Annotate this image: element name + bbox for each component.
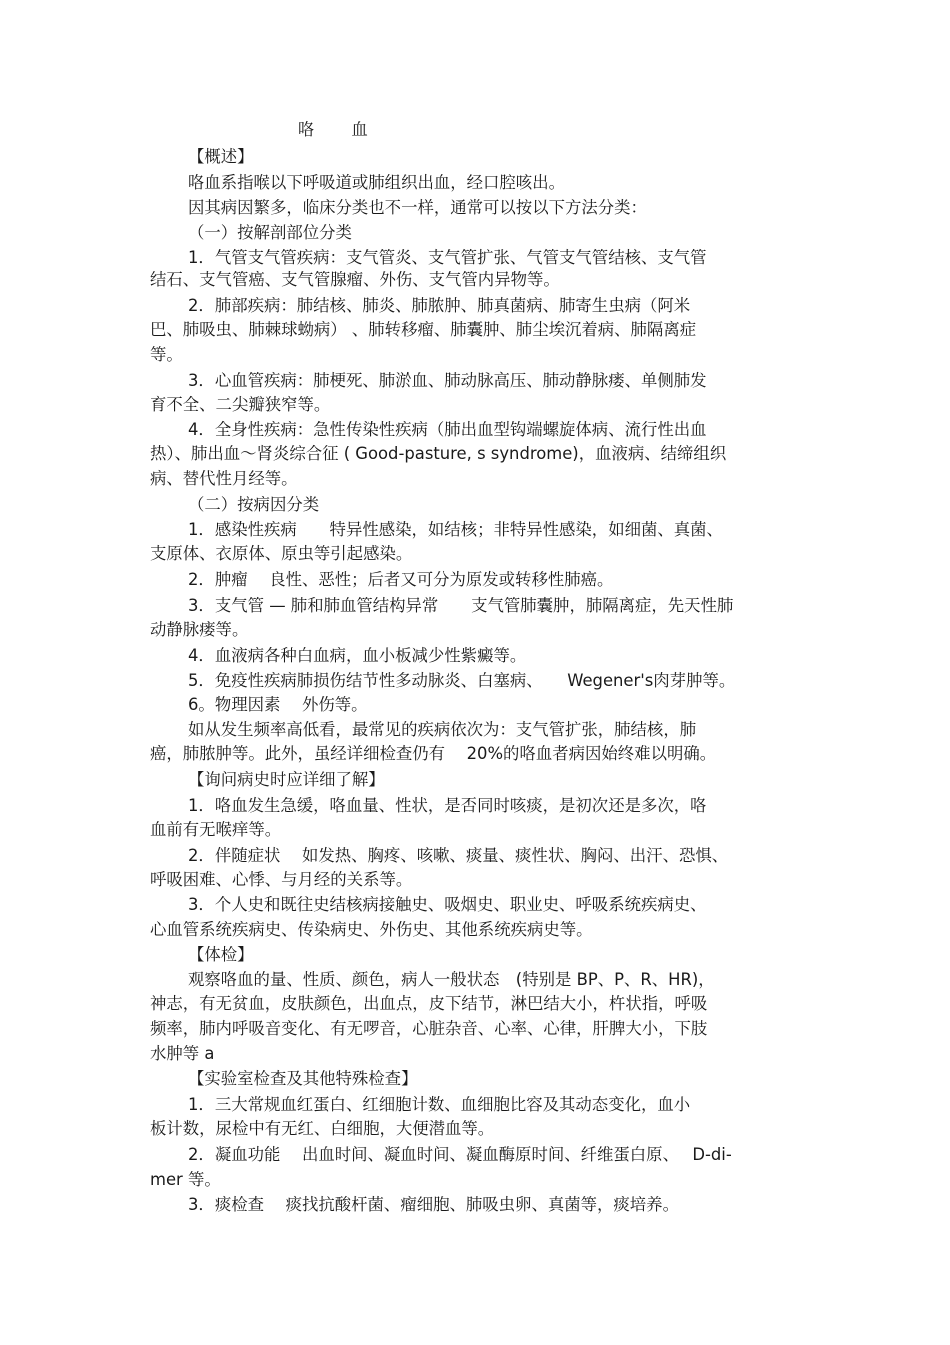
paragraph-line: 动静脉瘘等。	[150, 620, 249, 639]
paragraph-line: 1．气管支气管疾病：支气管炎、支气管扩张、气管支气管结核、支气管	[188, 248, 707, 267]
paragraph-line: 3．痰检查 痰找抗酸杆菌、瘤细胞、肺吸虫卵、真菌等，痰培养。	[188, 1195, 679, 1214]
paragraph-line: mer 等。	[150, 1170, 221, 1189]
page-title	[298, 120, 369, 140]
paragraph-line: 2．肺部疾病：肺结核、肺炎、肺脓肿、肺真菌病、肺寄生虫病（阿米	[188, 296, 691, 315]
paragraph-line: 2．凝血功能 出血时间、凝血时间、凝血酶原时间、纤维蛋白原、 D-di-	[188, 1145, 732, 1164]
paragraph-line: 2．伴随症状 如发热、胸疼、咳嗽、痰量、痰性状、胸闷、出汗、恐惧、	[188, 846, 729, 865]
paragraph-line: 板计数，尿检中有无红、白细胞，大便潜血等。	[150, 1119, 495, 1138]
paragraph-line: 病、替代性月经等。	[150, 469, 298, 488]
paragraph-line: 血前有无喉痒等。	[150, 820, 282, 839]
paragraph-line: 1．三大常规血红蛋白、红细胞计数、血细胞比容及其动态变化，血小	[188, 1095, 691, 1114]
paragraph-line: 因其病因繁多，临床分类也不一样，通常可以按以下方法分类：	[188, 198, 647, 217]
paragraph-line: 癌，肺脓肿等。此外，虽经详细检查仍有 20%的咯血者病因始终难以明确。	[150, 744, 717, 763]
paragraph-line: 热）、肺出血～肾炎综合征 ( Good-pasture, s syndrome)，血液病、结缔组织	[150, 444, 727, 463]
paragraph-line: 4．全身性疾病：急性传染性疾病（肺出血型钩端螺旋体病、流行性出血	[188, 420, 707, 439]
paragraph-line: 呼吸困难、心悸、与月经的关系等。	[150, 870, 413, 889]
paragraph-line: 咯血系指喉以下呼吸道或肺组织出血，经口腔咳出。	[188, 173, 565, 192]
subsection-heading: （一）按解剖部位分类	[188, 223, 352, 242]
title-char-1: 咯	[298, 120, 316, 139]
paragraph-line: 3．心血管疾病：肺梗死、肺淤血、肺动脉高压、肺动静脉瘘、单侧肺发	[188, 371, 707, 390]
section-heading-lab: 【实验室检查及其他特殊检查】	[188, 1069, 418, 1088]
paragraph-line: 等。	[150, 345, 183, 364]
paragraph-line: 1．咯血发生急缓，咯血量、性状，是否同时咳痰，是初次还是多次，咯	[188, 796, 707, 815]
title-char-2: 血	[351, 120, 369, 139]
paragraph-line: 6。物理因素 外伤等。	[188, 695, 368, 714]
paragraph-line: 2．肿瘤 良性、恶性；后者又可分为原发或转移性肺癌。	[188, 570, 614, 589]
paragraph-line: 4．血液病各种白血病，血小板减少性紫癜等。	[188, 646, 527, 665]
section-heading-exam: 【体检】	[188, 945, 254, 964]
paragraph-line: 1．感染性疾病 特异性感染，如结核；非特异性感染，如细菌、真菌、	[188, 520, 723, 539]
subsection-heading: （二）按病因分类	[188, 495, 320, 514]
paragraph-line: 心血管系统疾病史、传染病史、外伤史、其他系统疾病史等。	[150, 920, 593, 939]
section-heading-overview: 【概述】	[188, 147, 254, 166]
paragraph-line: 巴、肺吸虫、肺棘球蚴病） 、肺转移瘤、肺囊肿、肺尘埃沉着病、肺隔离症	[150, 320, 697, 339]
paragraph-line: 3．支气管 — 肺和肺血管结构异常 支气管肺囊肿，肺隔离症，先天性肺	[188, 596, 734, 615]
paragraph-line: 如从发生频率高低看，最常见的疾病依次为：支气管扩张，肺结核，肺	[188, 720, 697, 739]
paragraph-line: 支原体、衣原体、原虫等引起感染。	[150, 544, 413, 563]
paragraph-line: 神志，有无贫血，皮肤颜色，出血点，皮下结节，淋巴结大小，杵状指，呼吸	[150, 994, 708, 1013]
paragraph-line: 结石、支气管癌、支气管腺瘤、外伤、支气管内异物等。	[150, 270, 560, 289]
paragraph-line: 5．免疫性疾病肺损伤结节性多动脉炎、白塞病、 Wegener's肉芽肿等。	[188, 671, 736, 690]
paragraph-line: 3．个人史和既往史结核病接触史、吸烟史、职业史、呼吸系统疾病史、	[188, 895, 707, 914]
paragraph-line: 频率，肺内呼吸音变化、有无啰音，心脏杂音、心率、心律，肝脾大小，下肢	[150, 1019, 708, 1038]
paragraph-line: 水肿等 a	[150, 1044, 215, 1063]
section-heading-history: 【询问病史时应详细了解】	[188, 770, 385, 789]
paragraph-line: 育不全、二尖瓣狭窄等。	[150, 395, 331, 414]
paragraph-line: 观察咯血的量、性质、颜色，病人一般状态 (特别是 BP、P、R、HR)，	[188, 970, 715, 989]
